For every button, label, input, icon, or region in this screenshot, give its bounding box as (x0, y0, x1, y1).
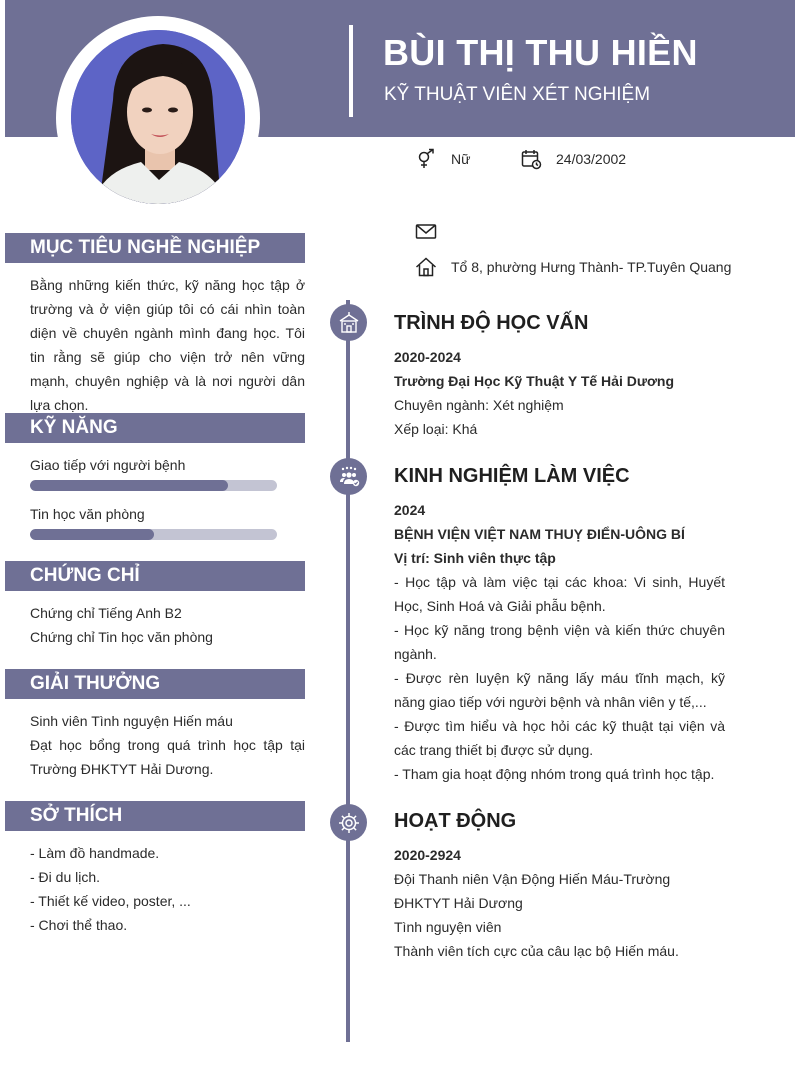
dob-row (520, 148, 626, 170)
activities-org: Đội Thanh niên Vận Động Hiến Máu-Trường ĐHKTYT Hải Dương (394, 871, 671, 911)
hobby-item: - Làm đồ handmade. (30, 845, 160, 861)
activities-years: 2020-2924 (394, 847, 461, 863)
education-heading: TRÌNH ĐỘ HỌC VẤN (394, 312, 589, 334)
address-value: Tổ 8, phường Hưng Thành- TP.Tuyên Quang (451, 259, 732, 275)
calendar-icon (520, 148, 542, 170)
gear-icon (330, 804, 367, 841)
home-icon (415, 256, 437, 278)
education-major: Chuyên ngành: Xét nghiệm (394, 397, 564, 413)
address-row (415, 256, 731, 278)
email-row (415, 220, 451, 242)
gender-value: Nữ (451, 151, 471, 167)
education-grade: Xếp loại: Khá (394, 421, 478, 437)
skill-label: Giao tiếp với người bệnh (30, 457, 186, 473)
experience-position: Vị trí: Sinh viên thực tập (394, 550, 556, 566)
hobby-item: - Thiết kế video, poster, ... (30, 893, 191, 909)
hobbies-heading: SỞ THÍCH (5, 801, 305, 831)
skills-heading: KỸ NĂNG (5, 413, 305, 443)
experience-year: 2024 (394, 502, 426, 518)
job-title: KỸ THUẬT VIÊN XÉT NGHIỆM (384, 84, 651, 105)
activities-role: Tình nguyện viên (394, 919, 502, 935)
dob-value: 24/03/2002 (556, 151, 627, 167)
objective-heading: MỤC TIÊU NGHỀ NGHIỆP (5, 233, 305, 263)
certificates-heading: CHỨNG CHỈ (5, 561, 305, 591)
gender-icon (415, 148, 437, 170)
hobby-item: - Chơi thể thao. (30, 917, 128, 933)
skill-bar (30, 480, 277, 491)
experience-company: BỆNH VIỆN VIỆT NAM THUỴ ĐIỂN-UÔNG BÍ (394, 526, 685, 542)
skill-bar-fill (30, 480, 228, 491)
header-divider (349, 25, 353, 117)
experience-heading: KINH NGHIỆM LÀM VIỆC (394, 465, 630, 487)
skill-bar (30, 529, 277, 540)
timeline-line (346, 300, 350, 1042)
skill-label: Tin học văn phòng (30, 506, 145, 522)
school-icon (330, 304, 367, 341)
activities-heading: HOẠT ĐỘNG (394, 810, 517, 832)
objective-text: Bằng những kiến thức, kỹ năng học tập ở trường và ở viện giúp tôi có cái nhìn toàn diện về chuyên ngành mình đang học. Tôi tin rằng sẽ giúp cho viện trở nên vững mạnh, chuyên nghiệp và là nơi người dân lựa chọn. (30, 277, 305, 413)
education-school: Trường Đại Học Kỹ Thuật Y Tế Hải Dương (394, 373, 675, 389)
candidate-name: BÙI THỊ THU HIỀN (383, 32, 698, 73)
mail-icon (415, 220, 437, 242)
experience-bullet: - Học tập và làm việc tại các khoa: Vi sinh, Huyết Học, Sinh Hoá và Giải phẫu bệnh. (394, 574, 725, 614)
experience-bullet: - Được tìm hiểu và học hỏi các kỹ thuật tại viện và các trang thiết bị được sử dụng. (394, 718, 725, 758)
award-item: Đạt học bổng trong quá trình học tập tại Trường ĐHKTYT Hải Dương. (30, 737, 305, 777)
activities-note: Thành viên tích cực của câu lạc bộ Hiến máu. (394, 943, 679, 959)
experience-bullet: - Học kỹ năng trong bệnh viện và kiến thức chuyên ngành. (394, 622, 725, 662)
team-icon (330, 458, 367, 495)
education-years: 2020-2024 (394, 349, 461, 365)
award-item: Sinh viên Tình nguyện Hiến máu (30, 713, 233, 729)
gender-row (415, 148, 470, 170)
hobby-item: - Đi du lịch. (30, 869, 101, 885)
experience-bullet: - Được rèn luyện kỹ năng lấy máu tĩnh mạch, kỹ năng giao tiếp với người bệnh và nhân viên y tế,... (394, 670, 725, 710)
certificate-item: Chứng chỉ Tin học văn phòng (30, 629, 213, 645)
experience-bullet: - Tham gia hoạt động nhóm trong quá trình học tập. (394, 766, 715, 782)
avatar (71, 30, 245, 204)
certificate-item: Chứng chỉ Tiếng Anh B2 (30, 605, 182, 621)
awards-heading: GIẢI THƯỞNG (5, 669, 305, 699)
skill-bar-fill (30, 529, 154, 540)
